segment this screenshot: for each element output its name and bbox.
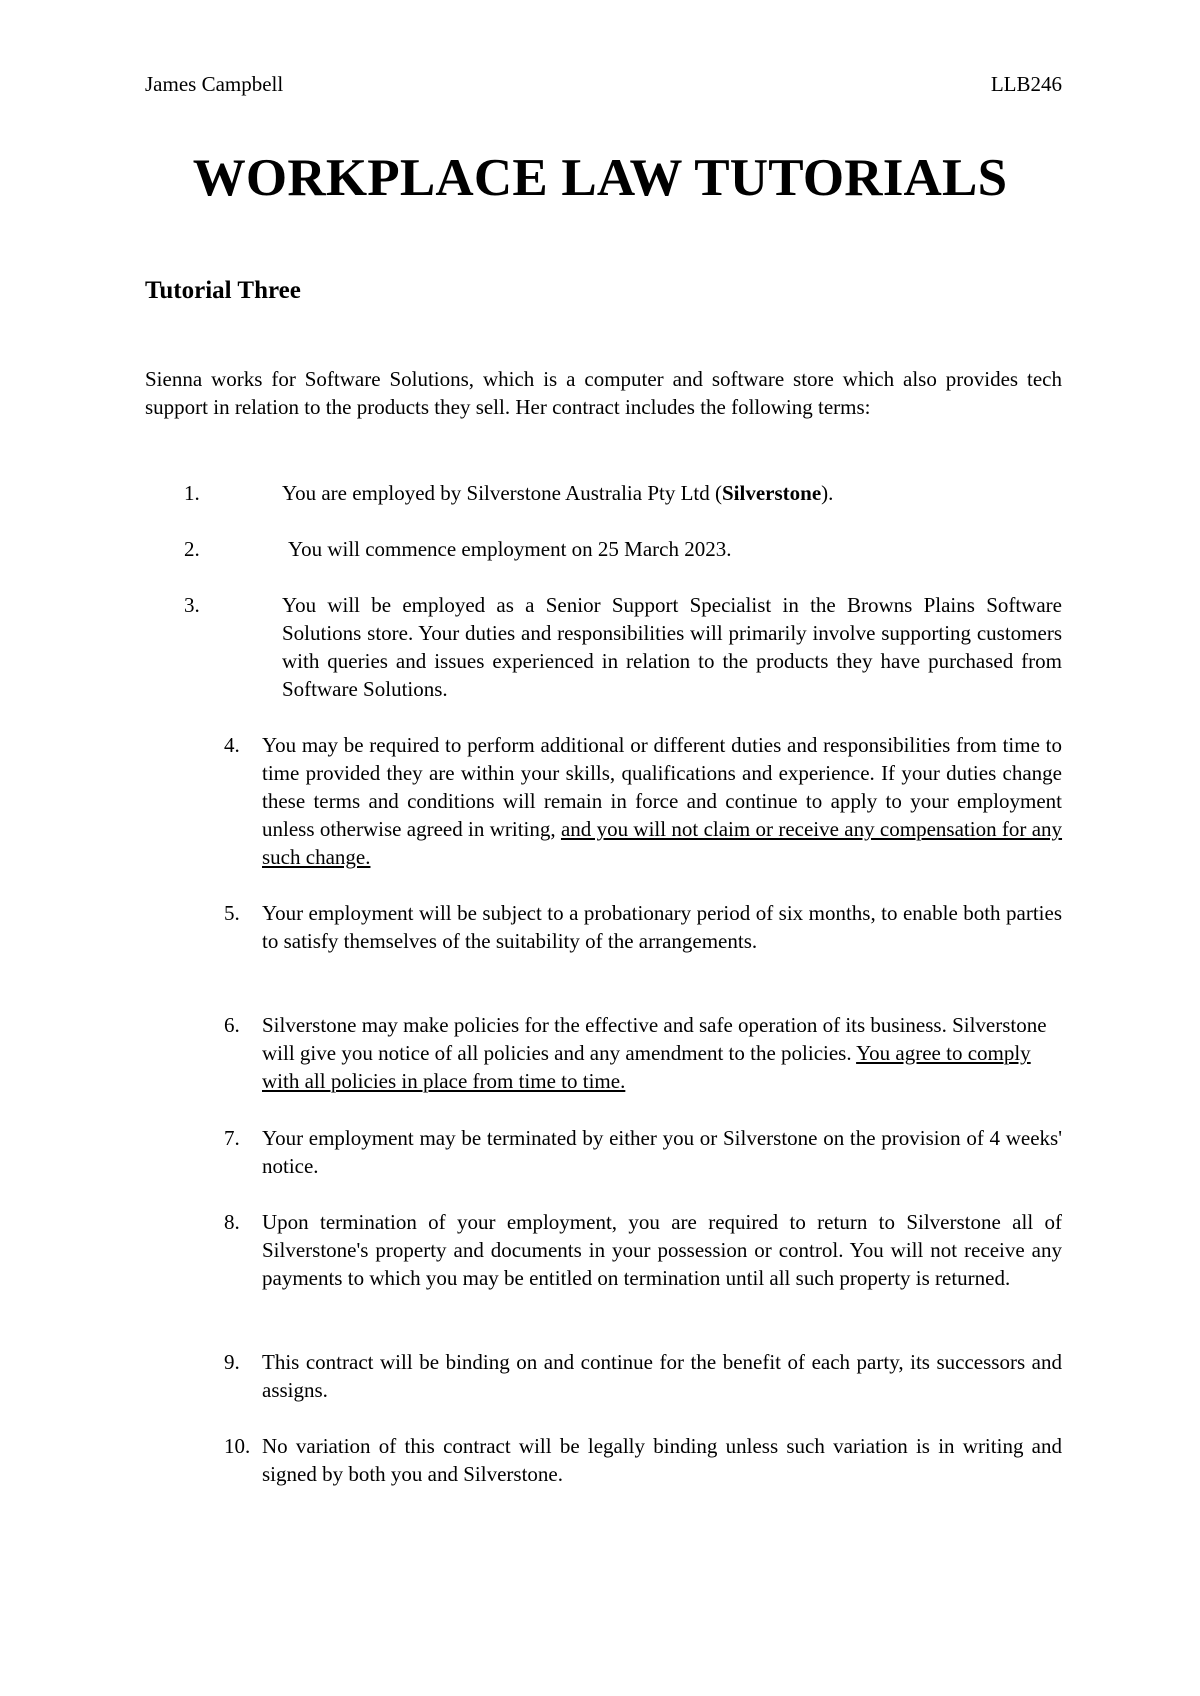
underlined-text: You agree to comply with all policies in place from time to time. (262, 1041, 1031, 1093)
header-author: James Campbell (145, 72, 284, 96)
clause-text-part: You may be required to perform additional or different duties and responsibilities from time to time provided they are within your skills, qualifications and experience. If your duties change these terms and conditions will remain in force and continue to apply to your employment unless otherwise agreed in writing, (262, 733, 1062, 841)
clause-3 (0, 591, 1200, 703)
intro-paragraph: Sienna works for Software Solutions, which is a computer and software store which also provides tech support in relation to the products they sell. Her contract includes the following terms: (145, 367, 1062, 419)
clause-number: 6. (224, 1013, 240, 1037)
clause-text: No variation of this contract will be legally binding unless such variation is in writing and signed by both you and Silverstone. (262, 1434, 1062, 1486)
clause-text: You will be employed as a Senior Support Specialist in the Browns Plains Software Solutions store. Your duties and responsibilities will primarily involve supporting customers with queries and issues experienced in relation to the products they have purchased from Software Solutions. (282, 593, 1062, 701)
clause-text-part: ). (821, 481, 834, 505)
tutorial-heading: Tutorial Three (145, 277, 301, 304)
clause-5 (0, 899, 1200, 955)
clause-1 (0, 479, 1200, 507)
clause-text: Your employment may be terminated by either you or Silverstone on the provision of 4 weeks' notice. (262, 1126, 1062, 1178)
clause-text: Your employment will be subject to a probationary period of six months, to enable both parties to satisfy themselves of the suitability of the arrangements. (262, 901, 1062, 953)
clause-number: 2. (184, 537, 200, 561)
clause-text: You will commence employment on 25 March 2023. (288, 537, 732, 561)
clause-number: 1. (184, 481, 200, 505)
clause-4 (0, 731, 1200, 871)
clause-2 (0, 535, 1200, 563)
clause-text (262, 1011, 1062, 1095)
clause-7 (0, 1124, 1200, 1180)
clause-text-part: You are employed by Silverstone Australia Pty Ltd ( (282, 481, 722, 505)
header-course-code: LLB246 (990, 72, 1062, 96)
clause-number: 8. (224, 1210, 240, 1234)
clause-text-part: Silverstone may make policies for the effective and safe operation of its business. Silverstone will give you notice of all policies and any amendment to the policies. (262, 1013, 1047, 1065)
defined-term: Silverstone (722, 481, 822, 505)
clause-number: 5. (224, 901, 240, 925)
underlined-text: and you will not claim or receive any compensation for any such change. (262, 817, 1063, 869)
clause-text (262, 731, 1062, 871)
clause-number: 3. (184, 593, 200, 617)
clause-number: 7. (224, 1126, 240, 1150)
clause-9 (0, 1348, 1200, 1404)
document-title: WORKPLACE LAW TUTORIALS (192, 149, 1008, 207)
clause-6 (0, 1011, 1200, 1095)
clause-text (282, 479, 1062, 507)
clause-text: This contract will be binding on and continue for the benefit of each party, its successors and assigns. (262, 1350, 1062, 1402)
clause-10 (0, 1432, 1200, 1488)
clause-number: 10. (224, 1434, 251, 1458)
clause-number: 9. (224, 1350, 240, 1374)
clause-text: Upon termination of your employment, you are required to return to Silverstone all of Silverstone's property and documents in your possession or control. You will not receive any payments to which you may be entitled on termination until all such property is returned. (262, 1210, 1062, 1290)
clause-8 (0, 1208, 1200, 1320)
clause-number: 4. (224, 733, 240, 757)
